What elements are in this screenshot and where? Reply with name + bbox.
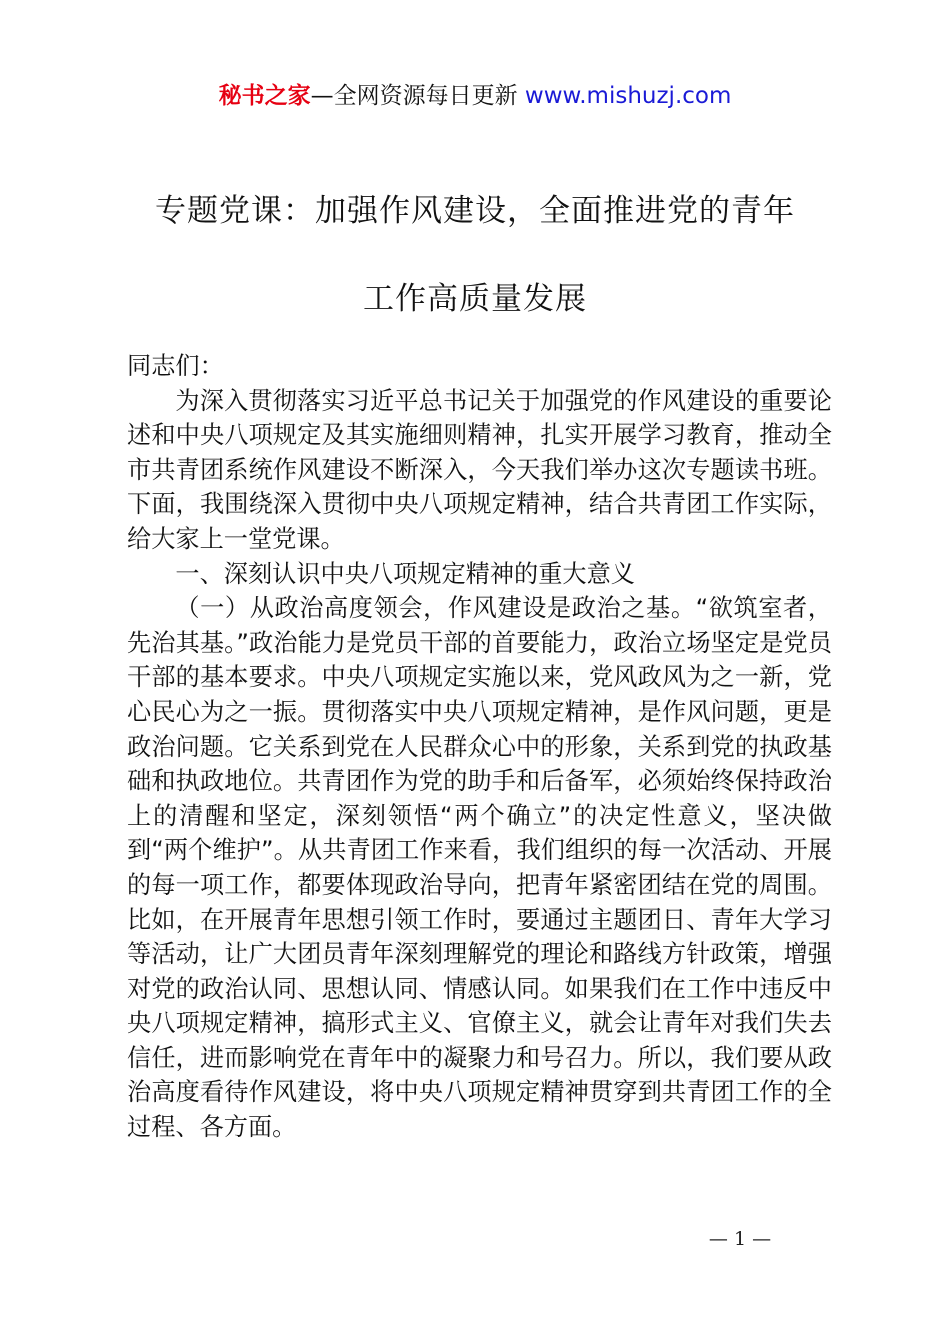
document-title-line-2: 工作高质量发展 [363, 281, 587, 317]
document-title-line-1: 专题党课：加强作风建设，全面推进党的青年 [155, 193, 795, 229]
site-brand: 秘书之家 [218, 83, 311, 109]
document-body [127, 349, 832, 1145]
site-slogan: —全网资源每日更新 [310, 83, 525, 109]
paragraph-intro: 为深入贯彻落实习近平总书记关于加强党的作风建设的重要论述和中央八项规定及其实施细则精神，扎实开展学习教育，推动全市共青团系统作风建设不断深入，今天我们举办这次专题读书班。下面，我围绕深入贯彻中央八项规定精神，结合共青团工作实际，给大家上一堂党课。 [127, 386, 832, 553]
salutation: 同志们： [127, 352, 224, 380]
paragraph-political: （一）从政治高度领会，作风建设是政治之基。“欲筑室者，先治其基。”政治能力是党员干部的首要能力，政治立场坚定是党员干部的基本要求。中央八项规定实施以来，党风政风为之一新，党心民心为之一振。贯彻落实中央八项规定精神，是作风问题，更是政治问题。它关系到党在人民群众心中的形象，关系到党的执政基础和执政地位。共青团作为党的助手和后备军，必须始终保持政治上的清醒和坚定，深刻领悟“两个确立”的决定性意义，坚决做到“两个维护”。从共青团工作来看，我们组织的每一次活动、开展的每一项工作，都要体现政治导向，把青年紧密团结在党的周围。比如，在开展青年思想引领工作时，要通过主题团日、青年大学习等活动，让广大团员青年深刻理解党的理论和路线方针政策，增强对党的政治认同、思想认同、情感认同。如果我们在工作中违反中央八项规定精神，搞形式主义、官僚主义，就会让青年对我们失去信任，进而影响党在青年中的凝聚力和号召力。所以，我们要从政治高度看待作风建设，将中央八项规定精神贯穿到共青团工作的全过程、各方面。 [127, 594, 832, 1142]
site-header [0, 80, 950, 112]
document-title [100, 186, 850, 324]
section-heading-1: 一、深刻认识中央八项规定精神的重大意义 [175, 559, 635, 588]
page-number: — 1 — [708, 1228, 772, 1250]
site-url-link[interactable]: www.mishuzj.com [524, 83, 732, 109]
